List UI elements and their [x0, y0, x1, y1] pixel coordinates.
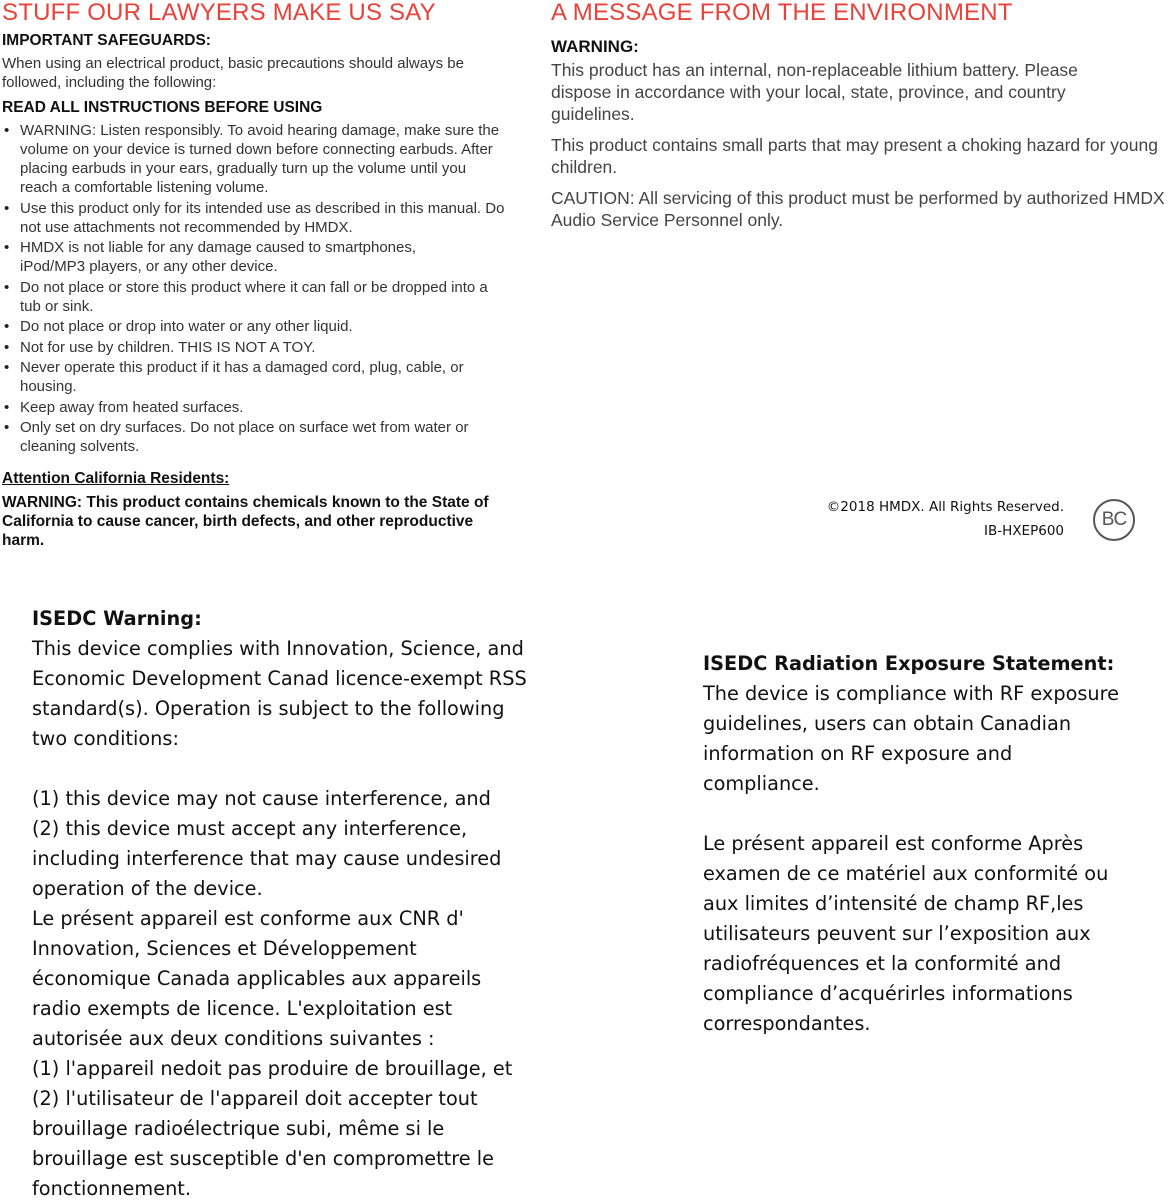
list-item: • Never operate this product if it has a damaged cord, plug, cable, or housing.	[2, 358, 507, 396]
list-item: • Only set on dry surfaces. Do not place on surface wet from water or cleaning solvents.	[2, 418, 507, 456]
isedc-warning-section	[32, 604, 542, 1204]
list-item: • Keep away from heated surfaces.	[2, 398, 507, 417]
list-item: • Do not place or drop into water or any other liquid.	[2, 317, 507, 336]
lawyers-title: STUFF OUR LAWYERS MAKE US SAY	[2, 0, 436, 26]
isedc-condition-2: (2) this device must accept any interference, including interference that may cause undesired operation of the device.	[32, 817, 502, 900]
spacer	[703, 799, 1143, 829]
california-heading: Attention California Residents:	[2, 470, 230, 487]
list-item: • Do not place or store this product where it can fall or be dropped into a tub or sink.	[2, 278, 507, 316]
isedc-radiation-heading: ISEDC Radiation Exposure Statement:	[703, 652, 1115, 675]
environment-warning-heading: WARNING:	[551, 37, 639, 56]
choking-text: This product contains small parts that may present a choking hazard for young children.	[551, 135, 1158, 177]
copyright-block	[700, 495, 1064, 543]
safeguards-heading: IMPORTANT SAFEGUARDS:	[2, 32, 211, 49]
list-item: • Use this product only for its intended use as described in this manual. Do not use attachments not recommended by HMDX.	[2, 199, 507, 237]
isedc-fr-intro: Le présent appareil est conforme aux CNR d' Innovation, Sciences et Développement économique Canada applicables aux appareils radio exempts de licence. L'exploitation est autorisée aux deux conditions suivantes :	[32, 907, 482, 1050]
list-item: • HMDX is not liable for any damage caused to smartphones, iPod/MP3 players, or any other device.	[2, 238, 507, 276]
copyright-text: ©2018 HMDX. All Rights Reserved.	[826, 499, 1064, 515]
lawyers-section	[2, 0, 517, 458]
isedc-fr-condition-1: (1) l'appareil nedoit pas produire de brouillage, et	[32, 1057, 513, 1080]
battery-text: This product has an internal, non-replaceable lithium battery. Please dispose in accordance with your local, state, province, and country guidelines.	[551, 60, 1078, 124]
list-item: • Not for use by children. THIS IS NOT A TOY.	[2, 338, 507, 357]
isedc-warning-heading: ISEDC Warning:	[32, 607, 202, 630]
read-instructions-heading: READ ALL INSTRUCTIONS BEFORE USING	[2, 99, 323, 116]
model-number: IB-HXEP600	[984, 523, 1064, 539]
caution-text: CAUTION: All servicing of this product must be performed by authorized HMDX Audio Service Personnel only.	[551, 188, 1165, 230]
environment-section	[551, 0, 1166, 231]
environment-title: A MESSAGE FROM THE ENVIRONMENT	[551, 0, 1013, 26]
safeguards-intro: When using an electrical product, basic precautions should always be followed, including the following:	[2, 55, 464, 91]
california-warning: WARNING: This product contains chemicals known to the State of California to cause cancer, birth defects, and other reproductive harm.	[2, 494, 489, 549]
isedc-radiation-en: The device is compliance with RF exposure guidelines, users can obtain Canadian information on RF exposure and compliance.	[703, 682, 1119, 795]
isedc-radiation-fr: Le présent appareil est conforme Après examen de ce matériel aux conformité ou aux limites d’intensité de champ RF,les utilisateurs peuvent sur l’exposition aux radiofréquences et la conformité and compliance d’acquérirles informations correspondantes.	[703, 832, 1109, 1035]
isedc-radiation-section	[703, 649, 1143, 1039]
spacer	[32, 754, 542, 784]
safeguards-list	[2, 121, 507, 456]
list-item: • WARNING: Listen responsibly. To avoid hearing damage, make sure the volume on your device is turned down before connecting earbuds. After placing earbuds in your ears, gradually turn up the volume until you reach a comfortable listening volume.	[2, 121, 507, 197]
california-section	[2, 470, 502, 550]
isedc-condition-1: (1) this device may not cause interference, and	[32, 787, 491, 810]
bc-logo: BC	[1093, 499, 1135, 541]
isedc-fr-condition-2: (2) l'utilisateur de l'appareil doit accepter tout brouillage radioélectrique subi, même si le brouillage est susceptible d'en compromettre le fonctionnement.	[32, 1087, 494, 1200]
isedc-warning-intro: This device complies with Innovation, Science, and Economic Development Canad licence-exempt RSS standard(s). Operation is subject to the following two conditions:	[32, 637, 527, 750]
